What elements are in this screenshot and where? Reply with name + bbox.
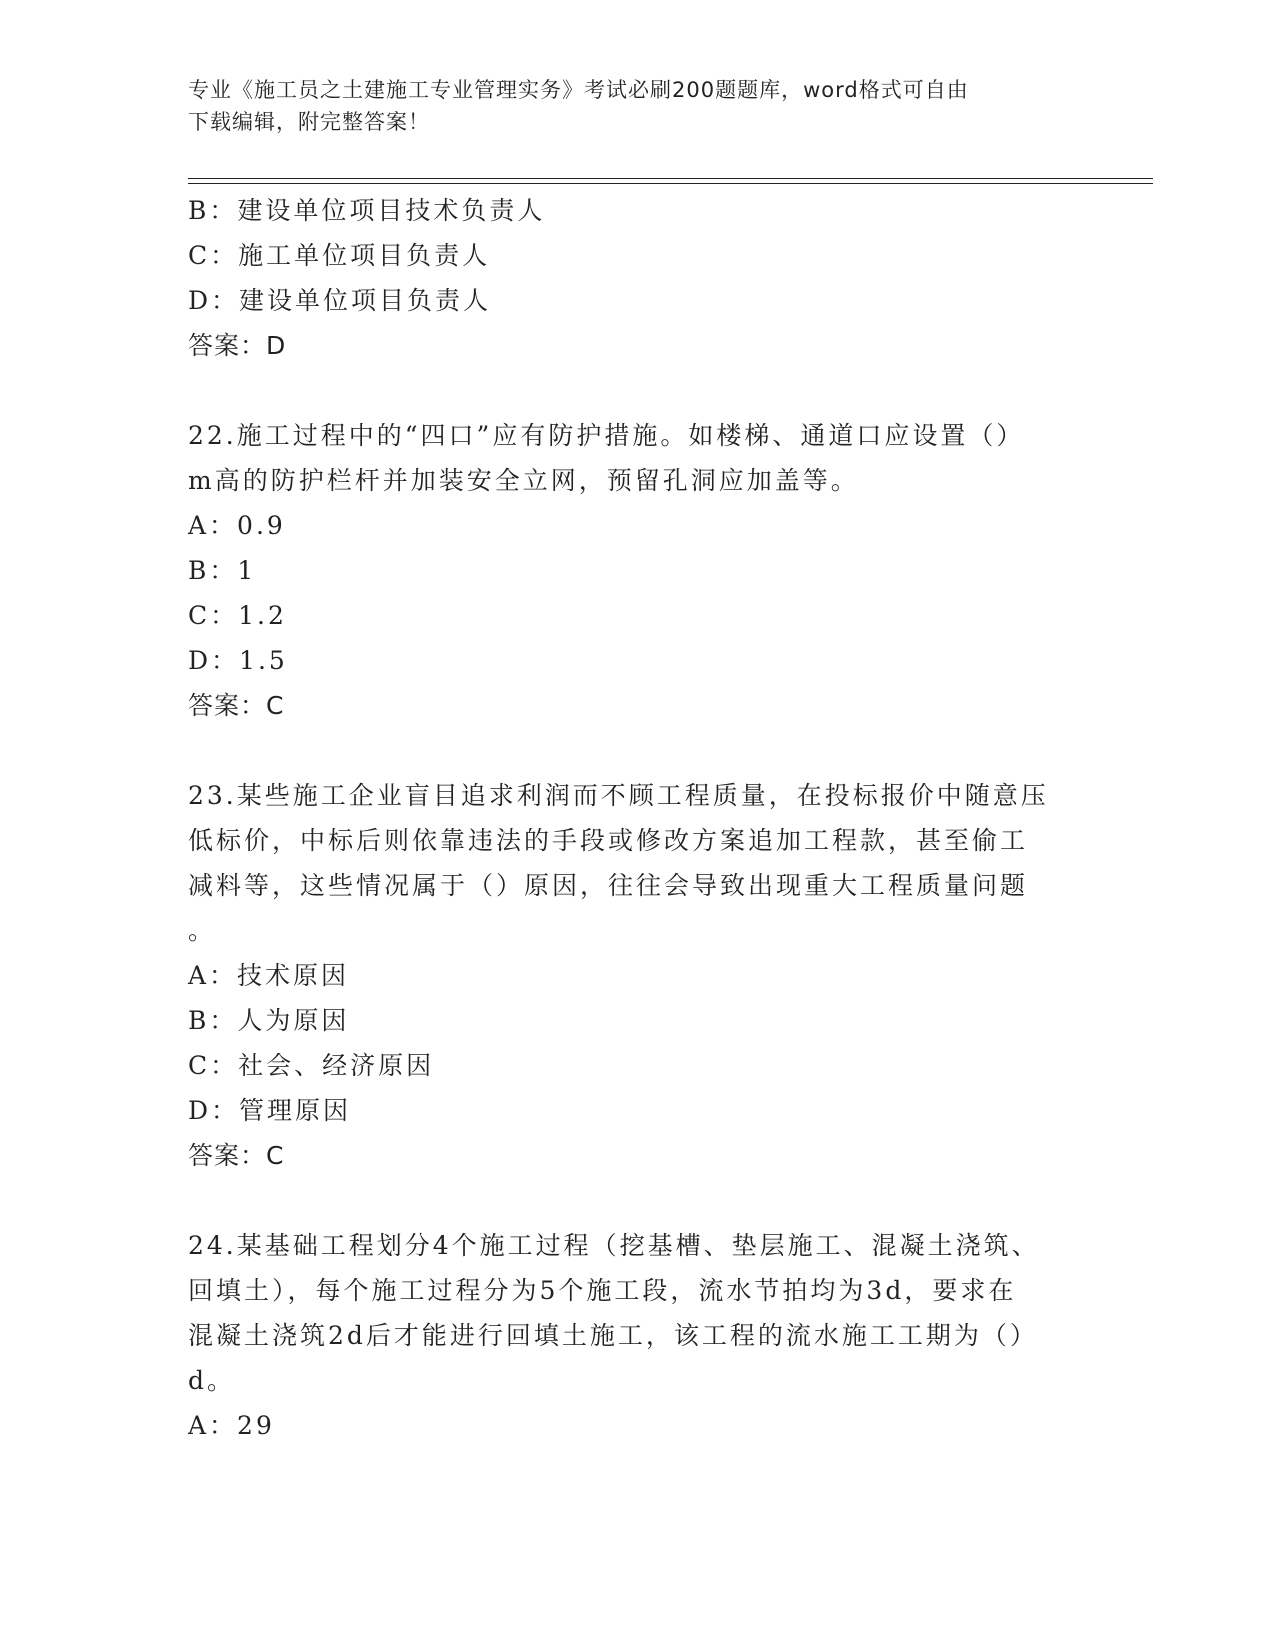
q23-option-a: A：技术原因 — [188, 961, 350, 990]
q23-text-line-3: 减料等，这些情况属于（）原因，往往会导致出现重大工程质量问题 — [188, 871, 1029, 900]
header-rule-top — [188, 178, 1153, 179]
q24-text-line-1: 24.某基础工程划分4个施工过程（挖基槽、垫层施工、混凝土浇筑、 — [188, 1231, 1040, 1260]
q23-text-line-1: 23.某些施工企业盲目追求利润而不顾工程质量，在投标报价中随意压 — [188, 781, 1049, 810]
header-rule-bottom — [188, 183, 1153, 184]
q24-text-line-2: 回填土），每个施工过程分为5个施工段，流水节拍均为3d，要求在 — [188, 1276, 1017, 1305]
q22-option-d: D：1.5 — [188, 646, 288, 675]
q24-text-line-3: 混凝土浇筑2d后才能进行回填土施工，该工程的流水施工工期为（） — [188, 1321, 1038, 1350]
q22-option-c: C：1.2 — [188, 601, 287, 630]
document-header — [188, 74, 1088, 138]
q22-option-b: B：1 — [188, 556, 257, 585]
q23-text-line-2: 低标价，中标后则依靠违法的手段或修改方案追加工程款，甚至偷工 — [188, 826, 1029, 855]
q21-answer: 答案：D — [188, 331, 287, 360]
q23-option-b: B：人为原因 — [188, 1006, 350, 1035]
q21-option-b: B：建设单位项目技术负责人 — [188, 196, 546, 225]
q23-answer: 答案：C — [188, 1141, 285, 1170]
header-line-1: 专业《施工员之土建施工专业管理实务》考试必刷200题题库，word格式可自由 — [188, 78, 969, 102]
q22-option-a: A：0.9 — [188, 511, 286, 540]
q23-option-d: D：管理原因 — [188, 1096, 352, 1125]
q23-option-c: C：社会、经济原因 — [188, 1051, 435, 1080]
q24-option-a: A：29 — [188, 1411, 275, 1440]
header-line-2: 下载编辑，附完整答案！ — [188, 110, 430, 134]
q22-text-line-1: 22.施工过程中的“四口”应有防护措施。如楼梯、通道口应设置（） — [188, 421, 1025, 450]
q22-answer: 答案：C — [188, 691, 285, 720]
q21-option-c: C：施工单位项目负责人 — [188, 241, 491, 270]
q21-option-d: D：建设单位项目负责人 — [188, 286, 492, 315]
q22-text-line-2: m高的防护栏杆并加装安全立网，预留孔洞应加盖等。 — [188, 466, 859, 495]
q24-text-line-4: d。 — [188, 1366, 236, 1395]
q23-text-line-4: 。 — [188, 916, 217, 945]
